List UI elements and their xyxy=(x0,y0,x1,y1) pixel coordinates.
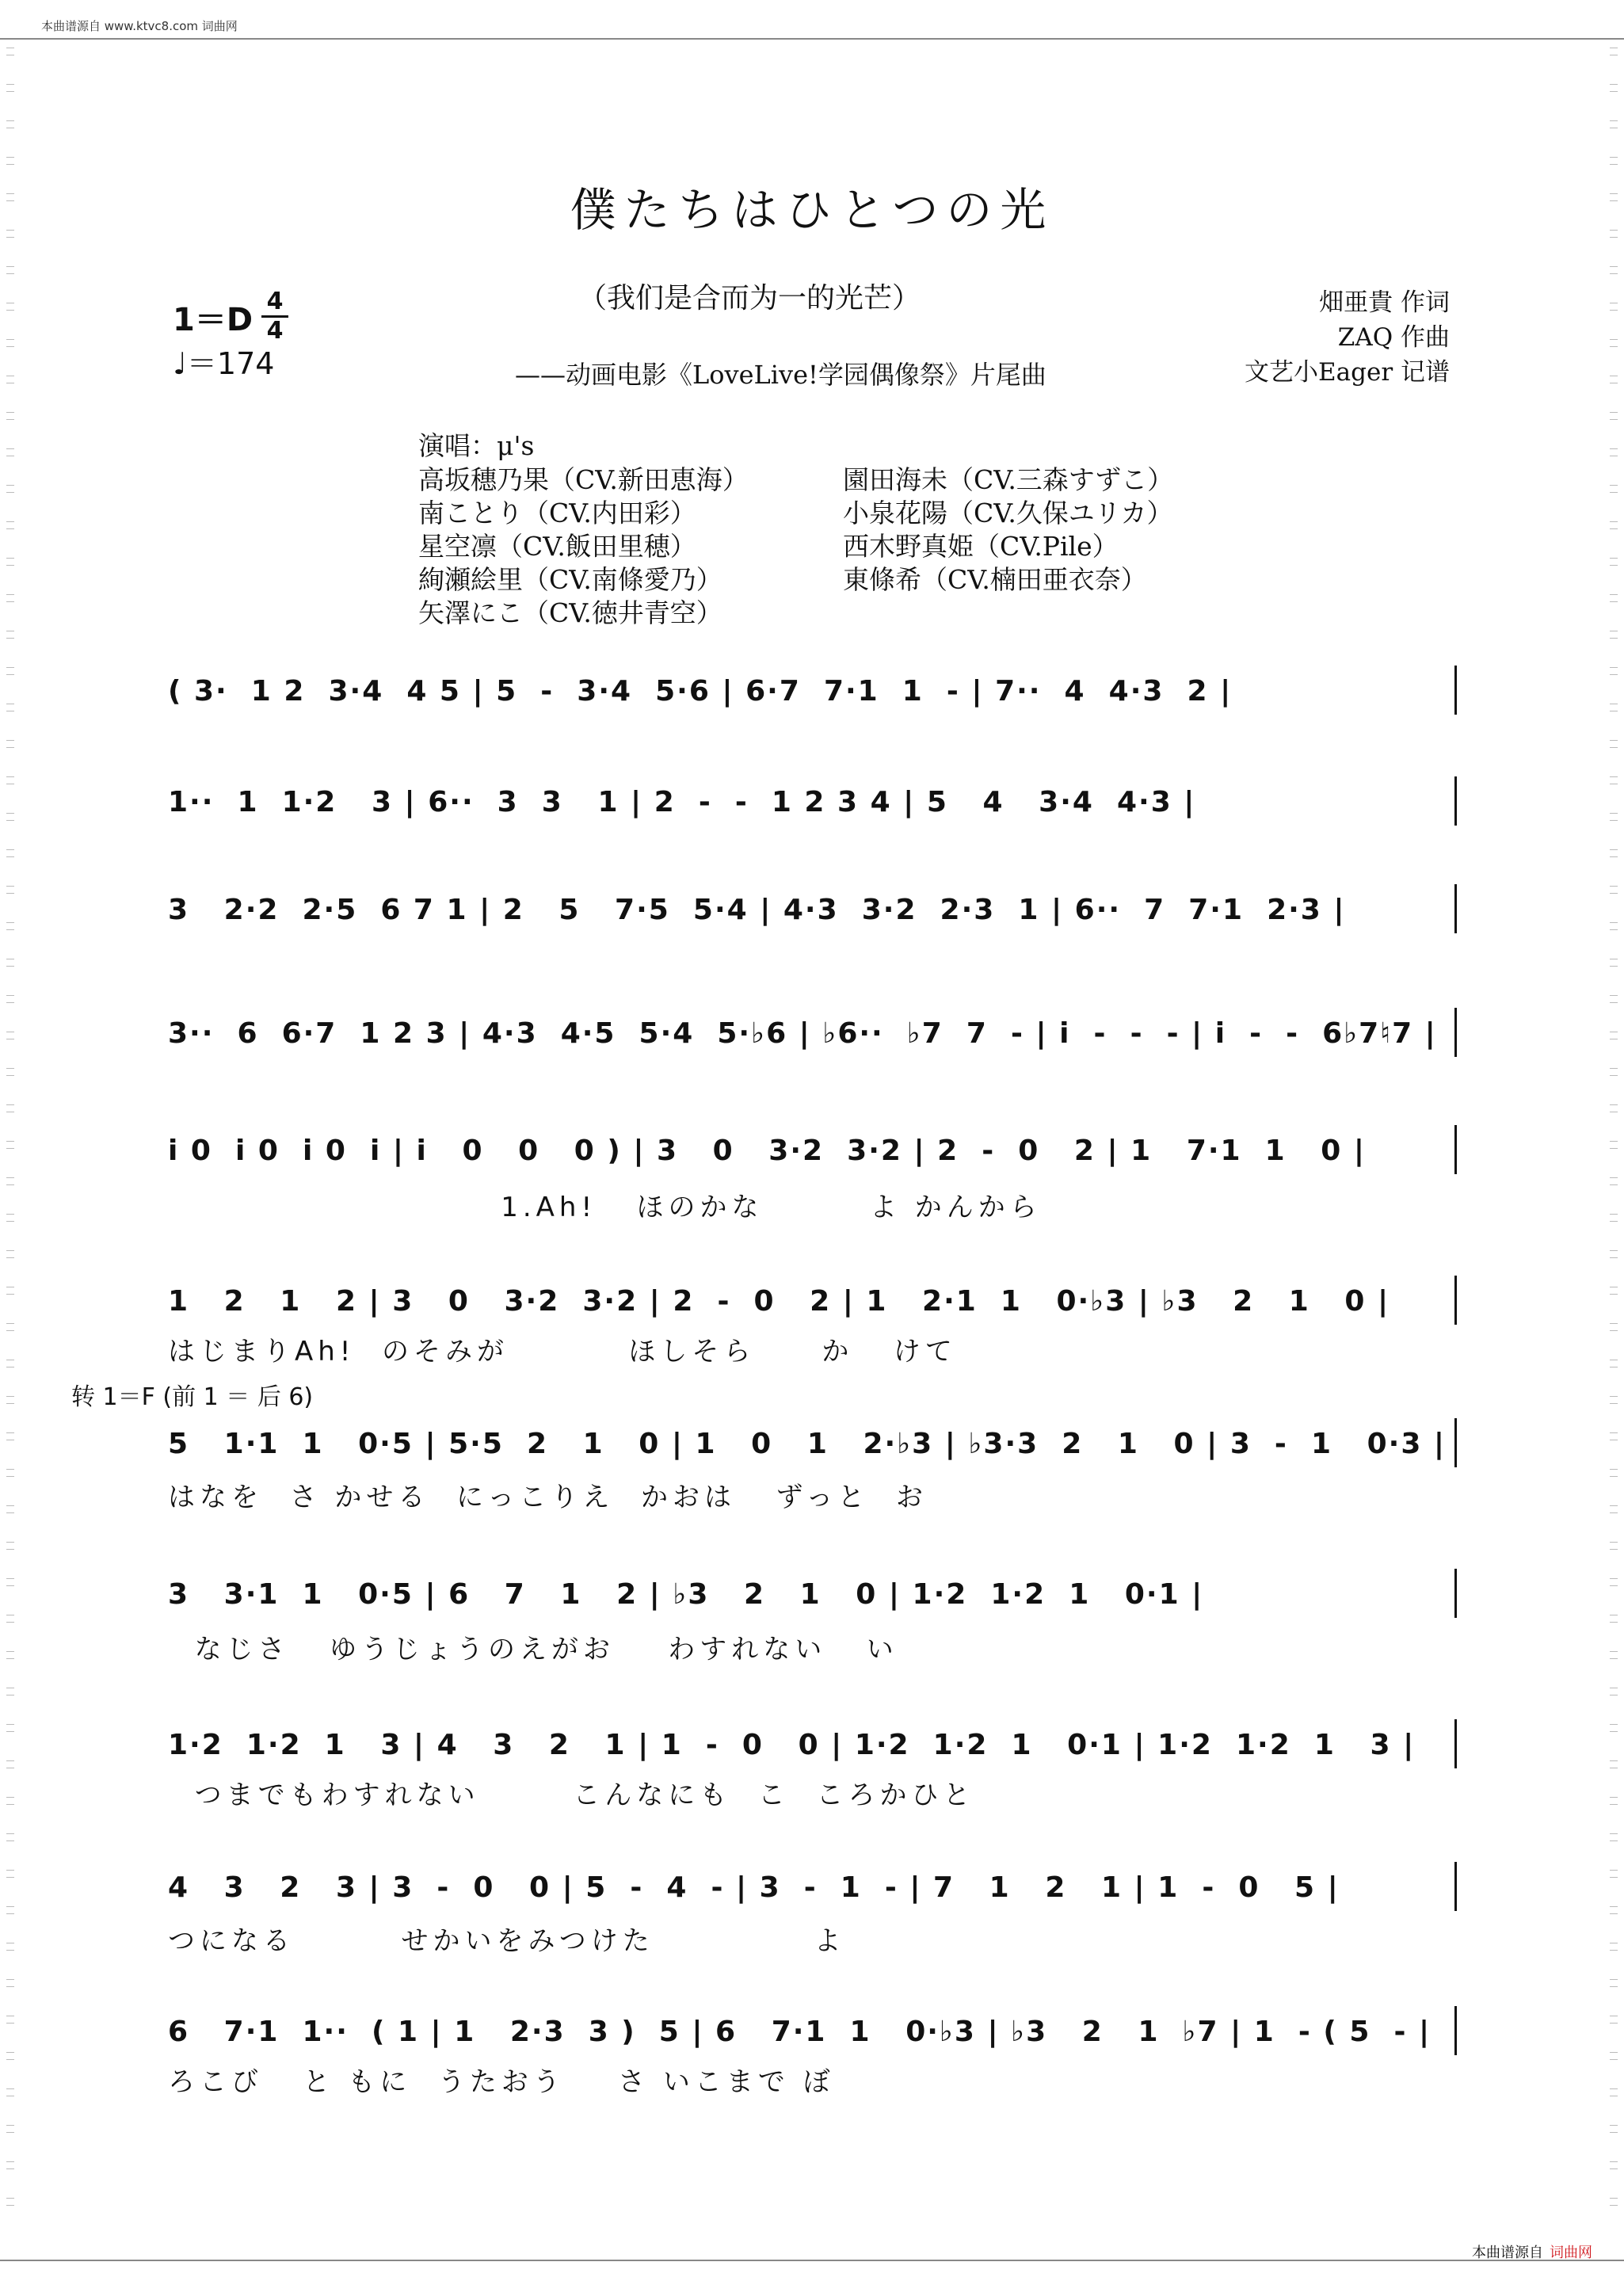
cast-member: 絢瀬絵里（CV.南條愛乃） xyxy=(418,564,722,595)
right-margin-marks xyxy=(1608,48,1619,2218)
song-subtitle: （我们是合而为一的光芒） xyxy=(578,282,921,315)
score-line-10: 4 3 2 3 | 3 - 0 0 | 5 - 4 - | 3 - 1 - | 7 1 2 1 | 1 - 0 5 | xyxy=(168,1871,1340,1904)
end-barline xyxy=(1454,1719,1457,1768)
lyric-line-6: はじまりAh! のそみが ほしそら か けて xyxy=(168,1336,957,1367)
lyric-line-11: ろこび と もに うたおう さ いこまで ぼ xyxy=(168,2066,835,2098)
singer-label: 演唱：μ's xyxy=(418,430,535,461)
cast-member: 矢澤にこ（CV.徳井青空） xyxy=(418,597,722,628)
transcriber-credit: 文艺小Eager 记谱 xyxy=(1245,358,1450,387)
lyric-line-10: つになる せかいをみつけた よ xyxy=(168,1925,846,1957)
cast-member: 西木野真姫（CV.Pile） xyxy=(843,531,1119,562)
song-source: ——动画电影《LoveLive!学园偶像祭》片尾曲 xyxy=(515,360,1046,390)
score-line-5: i 0 i 0 i 0 i | i 0 0 0 ) | 3 0 3·2 3·2 | 2 - 0 2 | 1 7·1 1 0 | xyxy=(168,1135,1367,1167)
modulation-label: 转 1＝F (前 1 ＝ 后 6) xyxy=(71,1383,314,1411)
song-title: 僕たちはひとつの光 xyxy=(570,183,1054,237)
time-signature xyxy=(261,290,288,343)
score-line-7: 5 1·1 1 0·5 | 5·5 2 1 0 | 1 0 1 2·♭3 | ♭3·3 2 1 0 | 3 - 1 0·3 | xyxy=(168,1428,1447,1460)
cast-member: 南ことり（CV.内田彩） xyxy=(418,498,696,528)
cast-member: 星空凛（CV.飯田里穂） xyxy=(418,531,696,562)
end-barline xyxy=(1454,884,1457,933)
footer-source-text: 本曲谱源自 xyxy=(1472,2245,1543,2261)
end-barline xyxy=(1454,1008,1457,1057)
lyric-line-8: なじさ ゆうじょうのえがお わすれない い xyxy=(168,1634,898,1665)
score-line-6: 1 2 1 2 | 3 0 3·2 3·2 | 2 - 0 2 | 1 2·1 1 0·♭3 | ♭3 2 1 0 | xyxy=(168,1285,1390,1318)
end-barline xyxy=(1454,1569,1457,1618)
footer-source xyxy=(1472,2241,1592,2262)
lyricist-credit: 畑亜貴 作词 xyxy=(1319,288,1450,317)
score-line-4: 3·· 6 6·7 1 2 3 | 4·3 4·5 5·4 5·♭6 | ♭6·· ♭7 7 - | i - - - | i - - 6♭7♮7 | xyxy=(168,1017,1437,1050)
end-barline xyxy=(1454,1125,1457,1174)
score-line-3: 3 2·2 2·5 6 7 1 | 2 5 7·5 5·4 | 4·3 3·2 2·3 1 | 6·· 7 7·1 2·3 | xyxy=(168,894,1346,926)
score-line-11: 6 7·1 1·· ( 1 | 1 2·3 3 ) 5 | 6 7·1 1 0·♭3 | ♭3 2 1 ♭7 | 1 - ( 5 - | xyxy=(168,2016,1431,2048)
header-rule xyxy=(0,38,1624,40)
composer-credit: ZAQ 作曲 xyxy=(1337,323,1450,352)
footer-rule xyxy=(0,2260,1624,2261)
end-barline xyxy=(1454,2006,1457,2055)
header-source: 本曲谱源自 www.ktvc8.com 词曲网 xyxy=(41,19,238,33)
tempo-marking: ♩＝174 xyxy=(173,346,275,381)
left-margin-marks xyxy=(5,48,16,2218)
score-line-8: 3 3·1 1 0·5 | 6 7 1 2 | ♭3 2 1 0 | 1·2 1·2 1 0·1 | xyxy=(168,1578,1204,1611)
footer-brand: 词曲网 xyxy=(1550,2245,1592,2261)
end-barline xyxy=(1454,1276,1457,1325)
score-line-2: 1·· 1 1·2 3 | 6·· 3 3 1 | 2 - - 1 2 3 4 | 5 4 3·4 4·3 | xyxy=(168,786,1196,818)
end-barline xyxy=(1454,1418,1457,1467)
end-barline xyxy=(1454,776,1457,826)
cast-member: 高坂穗乃果（CV.新田恵海） xyxy=(418,464,749,495)
score-line-1: ( 3· 1 2 3·4 4 5 | 5 - 3·4 5·6 | 6·7 7·1 1 - | 7·· 4 4·3 2 | xyxy=(168,675,1233,708)
end-barline xyxy=(1454,1862,1457,1911)
lyric-line-9: つまでもわすれない こんなにも こ ころかひと xyxy=(168,1779,975,1811)
cast-member: 小泉花陽（CV.久保ユリカ） xyxy=(843,498,1173,528)
cast-member: 東條希（CV.楠田亜衣奈） xyxy=(843,564,1147,595)
meter-bottom: 4 xyxy=(266,317,284,345)
meter-top: 4 xyxy=(266,288,284,315)
end-barline xyxy=(1454,666,1457,715)
cast-member: 園田海未（CV.三森すずこ） xyxy=(843,464,1174,495)
key-signature: 1＝D xyxy=(173,302,254,338)
score-line-9: 1·2 1·2 1 3 | 4 3 2 1 | 1 - 0 0 | 1·2 1·2 1 0·1 | 1·2 1·2 1 3 | xyxy=(168,1729,1416,1761)
lyric-line-5: 1.Ah! ほのかな よ かんから xyxy=(168,1192,1042,1223)
lyric-line-7: はなを さ かせる にっこりえ かおは ずっと お xyxy=(168,1482,928,1513)
